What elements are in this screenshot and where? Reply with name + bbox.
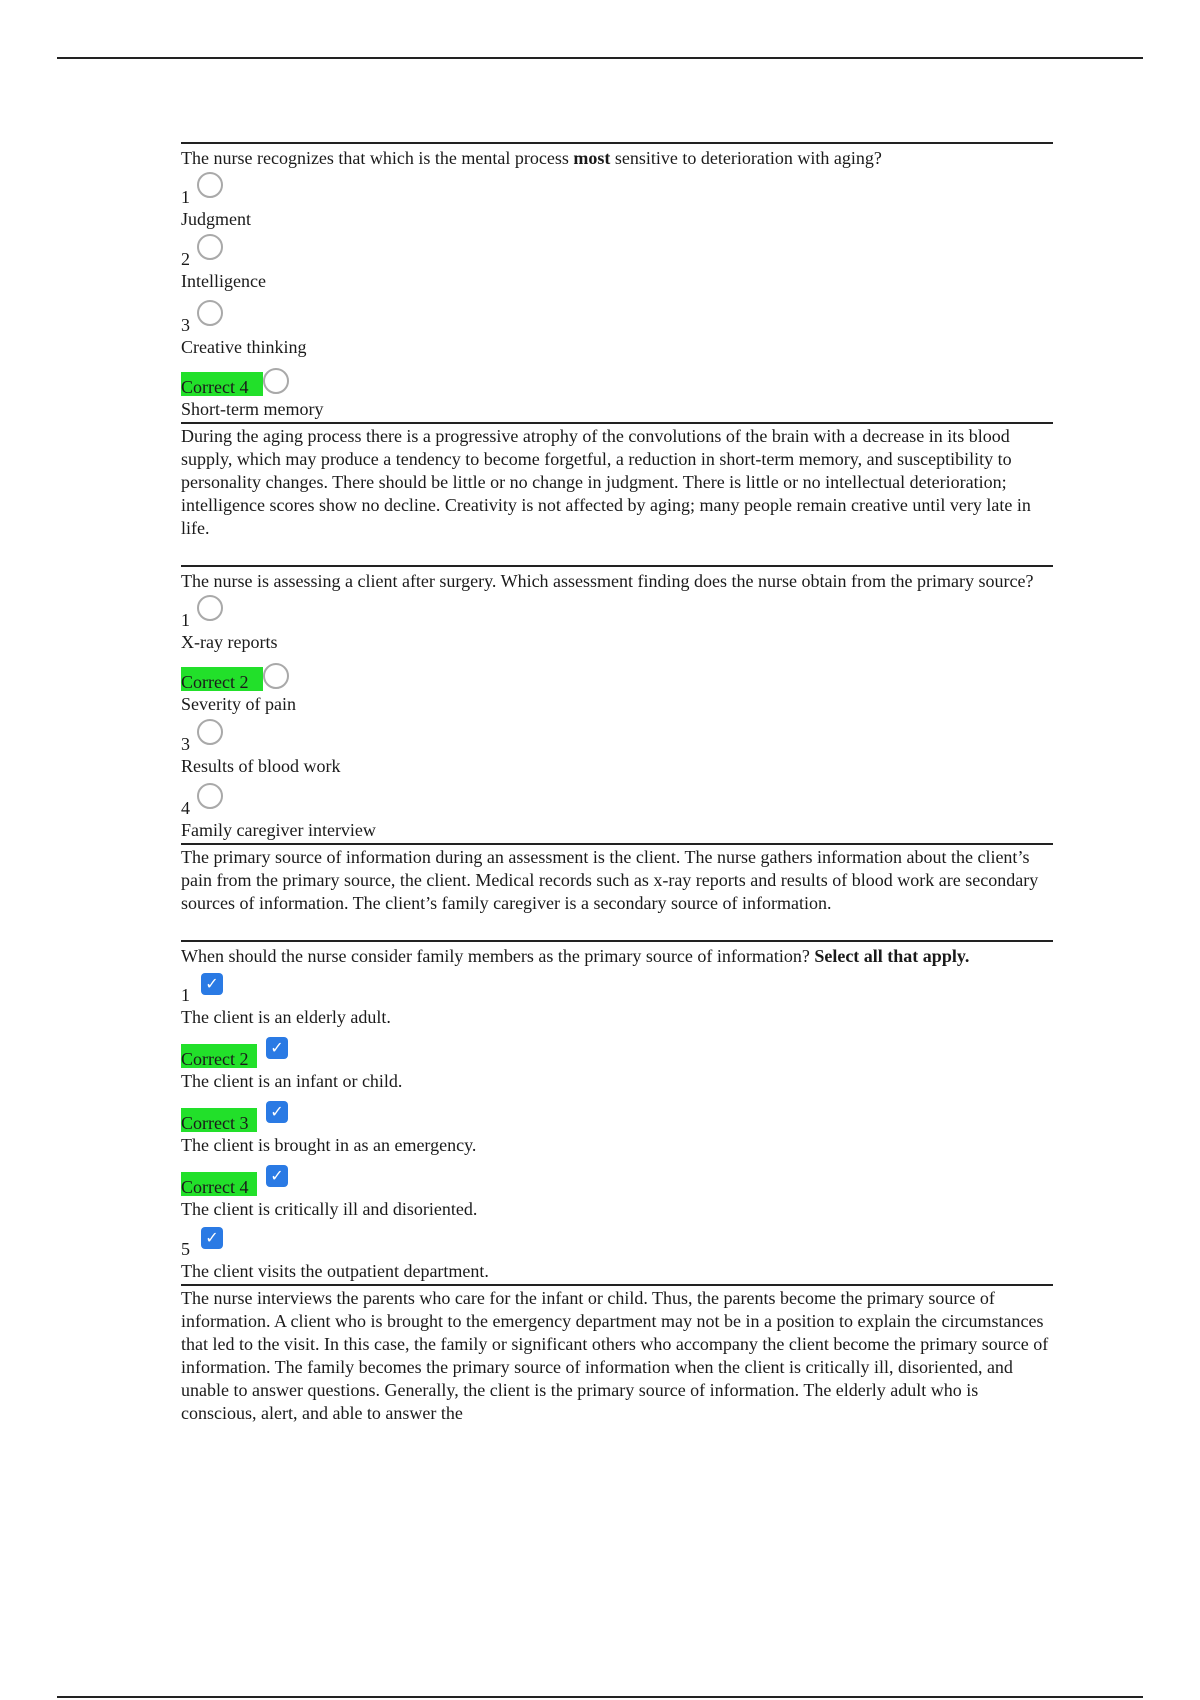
option-label: The client is an elderly adult. [181,1007,391,1027]
radio-button[interactable] [197,595,223,621]
stem-text: The nurse recognizes that which is the mental process [181,148,574,168]
answer-option-4 [181,1158,1053,1220]
checkbox-checked[interactable]: ✓ [201,973,223,995]
option-number: 1 [181,610,190,630]
option-label: Family caregiver interview [181,820,376,840]
stem-text: sensitive to deterioration with aging? [610,148,882,168]
radio-button[interactable] [197,719,223,745]
correct-answer-badge [181,1044,257,1068]
checkbox-checked[interactable]: ✓ [266,1037,288,1059]
question-1 [181,142,1053,540]
question-3 [181,940,1053,1425]
correct-answer-badge [181,1108,257,1132]
option-number: 3 [181,734,190,754]
option-number: 4 [181,798,190,818]
answer-option-3 [181,294,1053,358]
rationale-text: The nurse interviews the parents who care for the infant or child. Thus, the parents become the primary source of information. A client who is brought to the emergency department may not be in a position to explain the circumstances that led to the visit. In this case, the family or significant others who accompany the client become the primary source of information. The family becomes the primary source of information when the client is critically ill, disoriented, and unable to answer questions. Generally, the client is the primary source of information. The elderly adult who is conscious, alert, and able to answer the [181,1284,1053,1425]
option-label: Intelligence [181,271,266,291]
option-number: 2 [181,249,190,269]
radio-button[interactable] [263,368,289,394]
option-label: Judgment [181,209,251,229]
correct-label: Correct 4 [181,1177,249,1196]
option-label: X-ray reports [181,632,278,652]
question-divider [181,940,1053,942]
option-label: The client is an infant or child. [181,1071,403,1091]
correct-answer-badge [181,1172,257,1196]
answer-option-4 [181,360,1053,420]
checkbox-checked[interactable]: ✓ [266,1165,288,1187]
option-number: 3 [181,315,190,335]
question-divider [181,565,1053,567]
correct-answer-badge [181,667,263,691]
stem-emphasis: most [573,148,611,168]
answer-option-1 [181,170,1053,230]
option-number: 1 [181,985,190,1005]
page-bottom-rule [57,1696,1143,1698]
checkbox-checked[interactable]: ✓ [201,1227,223,1249]
answer-option-1 [181,593,1053,653]
correct-answer-badge [181,372,263,396]
question-stem [181,945,1053,968]
correct-label: Correct 4 [181,377,249,396]
option-number: 5 [181,1239,190,1259]
correct-label: Correct 2 [181,1049,249,1068]
option-label: Results of blood work [181,756,341,776]
checkbox-checked[interactable]: ✓ [266,1101,288,1123]
answer-option-3 [181,717,1053,777]
option-label: The client visits the outpatient department. [181,1261,489,1281]
answer-option-5 [181,1222,1053,1282]
rationale-text: During the aging process there is a progressive atrophy of the convolutions of the brain with a decrease in its blood supply, which may produce a tendency to become forgetful, a reduction in short-term memory, and susceptibility to personality changes. There should be little or no change in judgment. There is little or no intellectual deterioration; intelligence scores show no decline. Creativity is not affected by aging; many people remain creative until very late in life. [181,422,1053,540]
answer-option-2 [181,1030,1053,1092]
correct-label: Correct 2 [181,672,249,691]
option-number: 1 [181,187,190,207]
option-label: The client is brought in as an emergency. [181,1135,477,1155]
radio-button[interactable] [197,234,223,260]
option-label: Severity of pain [181,694,296,714]
page-top-rule [57,57,1143,59]
question-stem [181,147,1053,170]
option-label: The client is critically ill and disoriented. [181,1199,478,1219]
question-2 [181,565,1053,915]
question-stem [181,570,1053,593]
question-divider [181,142,1053,144]
answer-option-1 [181,968,1053,1028]
correct-label: Correct 3 [181,1113,249,1132]
answer-option-2 [181,655,1053,715]
stem-text: When should the nurse consider family members as the primary source of information? [181,946,815,966]
answer-option-4 [181,779,1053,841]
stem-emphasis: Select all that apply. [814,946,970,966]
option-label: Short-term memory [181,399,324,419]
answer-option-2 [181,232,1053,292]
answer-option-3 [181,1094,1053,1156]
radio-button[interactable] [197,172,223,198]
rationale-text: The primary source of information during an assessment is the client. The nurse gathers information about the client’s pain from the primary source, the client. Medical records such as x-ray reports and results of blood work are secondary sources of information. The client’s family caregiver is a secondary source of information. [181,843,1053,915]
quiz-content [181,142,1053,1450]
stem-text: The nurse is assessing a client after surgery. Which assessment finding does the nurse obtain from the primary source? [181,571,1034,591]
radio-button[interactable] [197,300,223,326]
radio-button[interactable] [263,663,289,689]
radio-button[interactable] [197,783,223,809]
option-label: Creative thinking [181,337,307,357]
